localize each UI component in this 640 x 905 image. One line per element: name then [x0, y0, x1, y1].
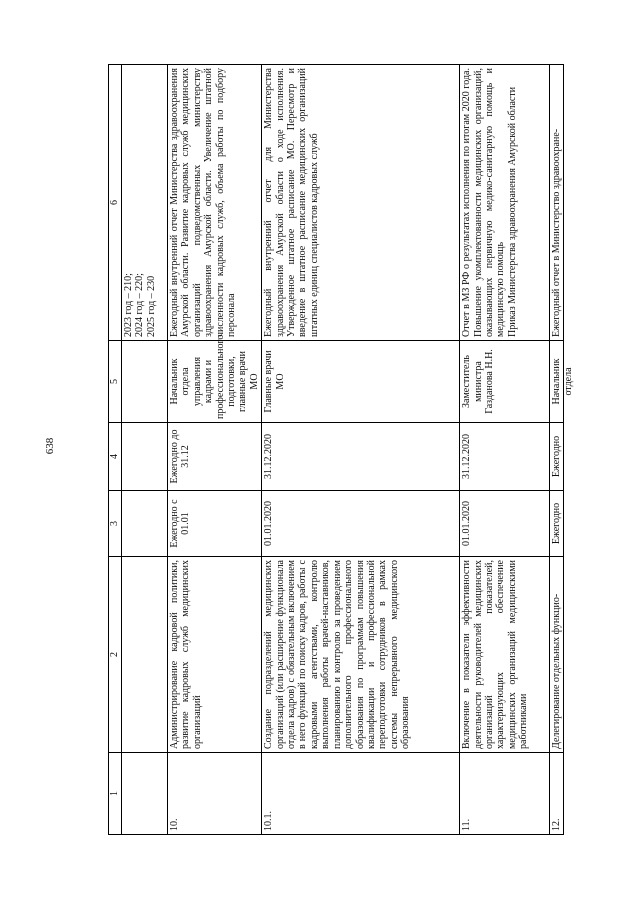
cell-empty [122, 557, 168, 753]
row-number: 10. [168, 753, 262, 835]
start-date-cell: 01.01.2020 [460, 491, 550, 557]
continuation-line: 2025 год – 230 [145, 275, 157, 337]
end-date-cell: 31.12.2020 [262, 423, 460, 491]
table-row-continuation [122, 65, 168, 835]
start-date-cell: Ежегодно с 01.01 [168, 491, 262, 557]
header-col-6: 6 [109, 65, 122, 341]
cell-continuation-result [122, 65, 168, 341]
result-cell: Ежегодный внутренний отчет Министерства здравоохранения Амурской области. Развитие кадровых служб медицинских организаций подведомственных министерству здравоохранения Амурской области. Увеличение штатной численности кадровых служб, объема работы по подбору персонала [168, 65, 262, 341]
rotated-table-page [108, 65, 574, 835]
header-row [109, 65, 122, 835]
cell-empty [122, 753, 168, 835]
responsible-cell: Начальник отдела управления кадрами и профессионального подготовки, главные врачи МО [168, 341, 262, 423]
responsible-cell: Главные врачи МО [262, 341, 460, 423]
activities-table [108, 64, 574, 835]
header-col-4: 4 [109, 423, 122, 491]
start-date-cell: 01.01.2020 [262, 491, 460, 557]
table-row [262, 65, 460, 835]
page-number: 638 [44, 437, 56, 455]
result-cell [460, 65, 550, 341]
row-number: 10.1. [262, 753, 460, 835]
end-date-cell: 31.12.2020 [460, 423, 550, 491]
row-number: 11. [460, 753, 550, 835]
header-col-3: 3 [109, 491, 122, 557]
end-date-cell: Ежегодно [550, 423, 564, 491]
header-col-2: 2 [109, 557, 122, 753]
responsible-cell: Начальник отдела [550, 341, 564, 423]
activity-cell: Создание подразделений медицинских организаций (или расширение функционала отдела кадров) с обязательным включением в него функций по поиску кадров, работы с кадровыми агентствами, контролю выполнения работы врачей-наставников, планированию и контролю за проведением дополнительного профессионального образования по программам повышения квалификации и профессиональной переподготовки сотрудников в рамках системы непрерывного медицинского образования [262, 557, 460, 753]
start-date-cell: Ежегодно [550, 491, 564, 557]
cell-empty [122, 423, 168, 491]
end-date-cell: Ежегодно до 31.12 [168, 423, 262, 491]
continuation-line: 2024 год – 220; [134, 273, 146, 337]
result-cell: Ежегодный отчет в Министерство здравоохране- [550, 65, 564, 341]
activity-cell: Включение в показатели эффективности деятельности руководителей медицинских организаций показателей, характеризующих обеспечение медицинских организаций медицинскими работниками [460, 557, 550, 753]
cell-empty [122, 341, 168, 423]
responsible-cell: Заместитель министра Газданова Н.Н. [460, 341, 550, 423]
cell-empty [122, 491, 168, 557]
table-row [168, 65, 262, 835]
table-row-partial [550, 65, 564, 835]
result-paragraph: Приказ Министерства здравоохранения Амурской области [506, 86, 518, 337]
header-col-5: 5 [109, 341, 122, 423]
activity-cell: Администрирование кадровой политики, развитие кадровых служб медицинских организаций [168, 557, 262, 753]
table-row [460, 65, 550, 835]
result-paragraph: Отчет в МЗ РФ о результатах исполнения по итогам 2020 года. Повышение укомплектованности медицинских организаций, оказывающих первичную медико-санитарную помощь и медицинскую помощь [461, 68, 507, 337]
activity-cell: Делегирование отдельных функцио- [550, 557, 564, 753]
continuation-line: 2023 год – 210; [123, 273, 134, 337]
row-number: 12. [550, 753, 564, 835]
header-col-1: 1 [109, 753, 122, 835]
result-cell: Ежегодный внутренний отчет для Министерства здравоохранения Амурской области о ходе исполнения. Утвержденное штатное расписание МО. Пересмотр и введение в штатное расписание медицинских организаций штатных единиц специалистов кадровых служб [262, 65, 460, 341]
